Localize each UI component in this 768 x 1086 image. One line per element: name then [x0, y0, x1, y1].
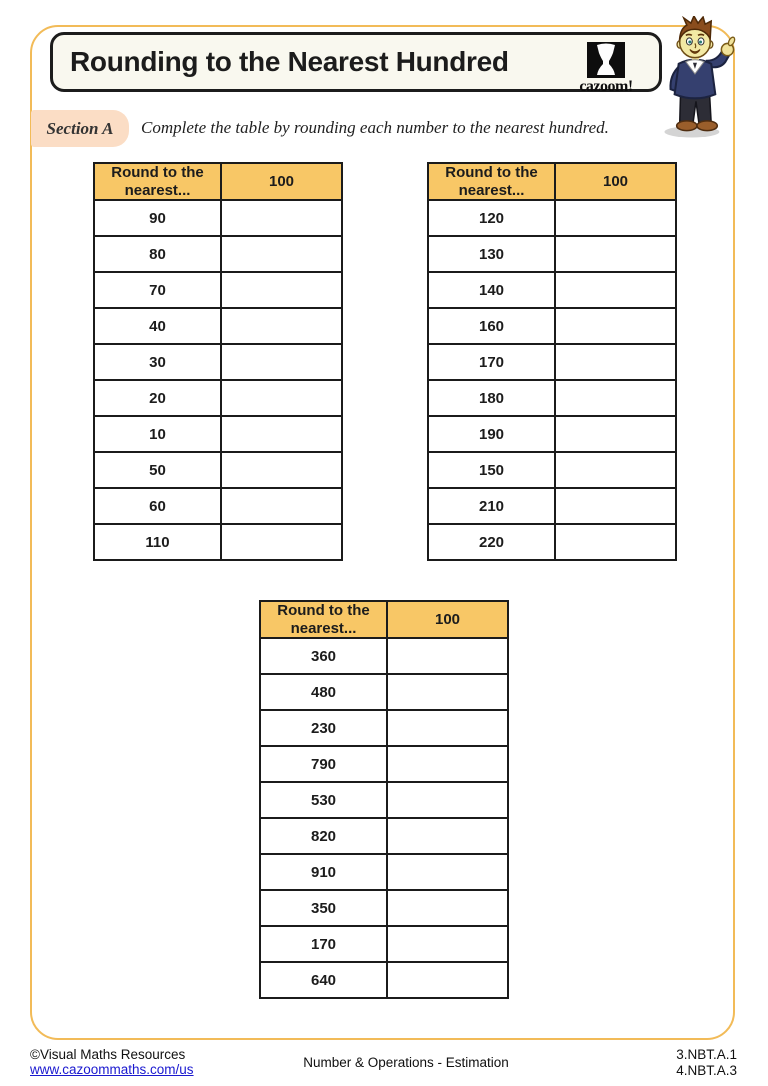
section-a-badge: Section A	[31, 110, 129, 147]
number-cell: 70	[94, 272, 221, 308]
answer-blank-cell	[555, 452, 676, 488]
answer-blank-cell	[387, 674, 508, 710]
standard-code: 4.NBT.A.3	[676, 1062, 737, 1078]
number-cell: 220	[428, 524, 555, 560]
rounding-table-2	[427, 162, 677, 561]
cazoom-logo-text: cazoom!	[579, 78, 633, 95]
number-cell: 820	[260, 818, 387, 854]
table-row	[260, 638, 508, 674]
answer-blank-cell	[221, 200, 342, 236]
table-row	[428, 488, 676, 524]
table-row	[94, 488, 342, 524]
table-row	[260, 854, 508, 890]
round-to-nearest-header-cell: Round to the nearest...	[260, 601, 387, 638]
table-row	[260, 818, 508, 854]
table-header-row	[428, 163, 676, 200]
number-cell: 210	[428, 488, 555, 524]
table-row	[260, 926, 508, 962]
answer-blank-cell	[387, 782, 508, 818]
number-cell: 170	[260, 926, 387, 962]
rounding-table-1	[93, 162, 343, 561]
answer-blank-cell	[221, 272, 342, 308]
rounding-table-3	[259, 600, 509, 999]
answer-blank-cell	[555, 236, 676, 272]
answer-blank-cell	[221, 416, 342, 452]
answer-blank-cell	[221, 452, 342, 488]
answer-blank-cell	[387, 710, 508, 746]
number-cell: 910	[260, 854, 387, 890]
answer-blank-cell	[555, 272, 676, 308]
number-cell: 20	[94, 380, 221, 416]
answer-blank-cell	[555, 344, 676, 380]
table-row	[428, 236, 676, 272]
footer-standards	[676, 1047, 737, 1079]
answer-blank-cell	[221, 524, 342, 560]
table-row	[428, 344, 676, 380]
round-to-nearest-header-cell: Round to the nearest...	[428, 163, 555, 200]
table-row	[94, 272, 342, 308]
number-cell: 160	[428, 308, 555, 344]
answer-blank-cell	[221, 344, 342, 380]
number-cell: 10	[94, 416, 221, 452]
answer-blank-cell	[555, 200, 676, 236]
table-row	[94, 236, 342, 272]
number-cell: 480	[260, 674, 387, 710]
number-cell: 530	[260, 782, 387, 818]
cazoom-logo-icon	[587, 42, 625, 78]
table-row	[94, 380, 342, 416]
cazoom-logo	[567, 42, 645, 95]
answer-blank-cell	[221, 380, 342, 416]
page-title: Rounding to the Nearest Hundred	[70, 46, 509, 77]
answer-blank-cell	[387, 638, 508, 674]
table-row	[428, 524, 676, 560]
round-to-nearest-header-cell: Round to the nearest...	[94, 163, 221, 200]
answer-blank-cell	[387, 746, 508, 782]
table-row	[260, 890, 508, 926]
number-cell: 80	[94, 236, 221, 272]
number-cell: 790	[260, 746, 387, 782]
target-header-cell: 100	[387, 601, 508, 638]
footer-category: Number & Operations - Estimation	[303, 1055, 509, 1070]
table-row	[260, 674, 508, 710]
table-row	[428, 416, 676, 452]
number-cell: 30	[94, 344, 221, 380]
number-cell: 50	[94, 452, 221, 488]
answer-blank-cell	[387, 890, 508, 926]
table-row	[94, 308, 342, 344]
table-row	[94, 200, 342, 236]
table-row	[94, 524, 342, 560]
answer-blank-cell	[555, 308, 676, 344]
copyright-text: ©Visual Maths Resources	[30, 1047, 186, 1062]
table-header-row	[260, 601, 508, 638]
table-row	[260, 782, 508, 818]
table-row	[260, 746, 508, 782]
number-cell: 150	[428, 452, 555, 488]
answer-blank-cell	[221, 308, 342, 344]
number-cell: 190	[428, 416, 555, 452]
table-header-row	[94, 163, 342, 200]
table-row	[260, 962, 508, 998]
number-cell: 180	[428, 380, 555, 416]
mascot-boy-illustration	[649, 16, 747, 140]
number-cell: 230	[260, 710, 387, 746]
table-row	[94, 416, 342, 452]
target-header-cell: 100	[555, 163, 676, 200]
number-cell: 640	[260, 962, 387, 998]
table-row	[260, 710, 508, 746]
answer-blank-cell	[221, 488, 342, 524]
table-row	[94, 452, 342, 488]
answer-blank-cell	[555, 524, 676, 560]
target-header-cell: 100	[221, 163, 342, 200]
answer-blank-cell	[387, 854, 508, 890]
table-row	[94, 344, 342, 380]
answer-blank-cell	[387, 818, 508, 854]
answer-blank-cell	[221, 236, 342, 272]
number-cell: 120	[428, 200, 555, 236]
table-row	[428, 380, 676, 416]
number-cell: 360	[260, 638, 387, 674]
table-row	[428, 200, 676, 236]
answer-blank-cell	[555, 380, 676, 416]
table-row	[428, 272, 676, 308]
standard-code: 3.NBT.A.1	[676, 1047, 737, 1062]
number-cell: 130	[428, 236, 555, 272]
website-link[interactable]: www.cazoommaths.com/us	[30, 1062, 194, 1078]
answer-blank-cell	[387, 926, 508, 962]
number-cell: 140	[428, 272, 555, 308]
instruction-text: Complete the table by rounding each number to the nearest hundred.	[141, 118, 609, 137]
number-cell: 60	[94, 488, 221, 524]
number-cell: 110	[94, 524, 221, 560]
table-row	[428, 308, 676, 344]
answer-blank-cell	[555, 416, 676, 452]
number-cell: 40	[94, 308, 221, 344]
table-row	[428, 452, 676, 488]
answer-blank-cell	[387, 962, 508, 998]
number-cell: 170	[428, 344, 555, 380]
title-box	[50, 32, 662, 95]
number-cell: 350	[260, 890, 387, 926]
answer-blank-cell	[555, 488, 676, 524]
number-cell: 90	[94, 200, 221, 236]
